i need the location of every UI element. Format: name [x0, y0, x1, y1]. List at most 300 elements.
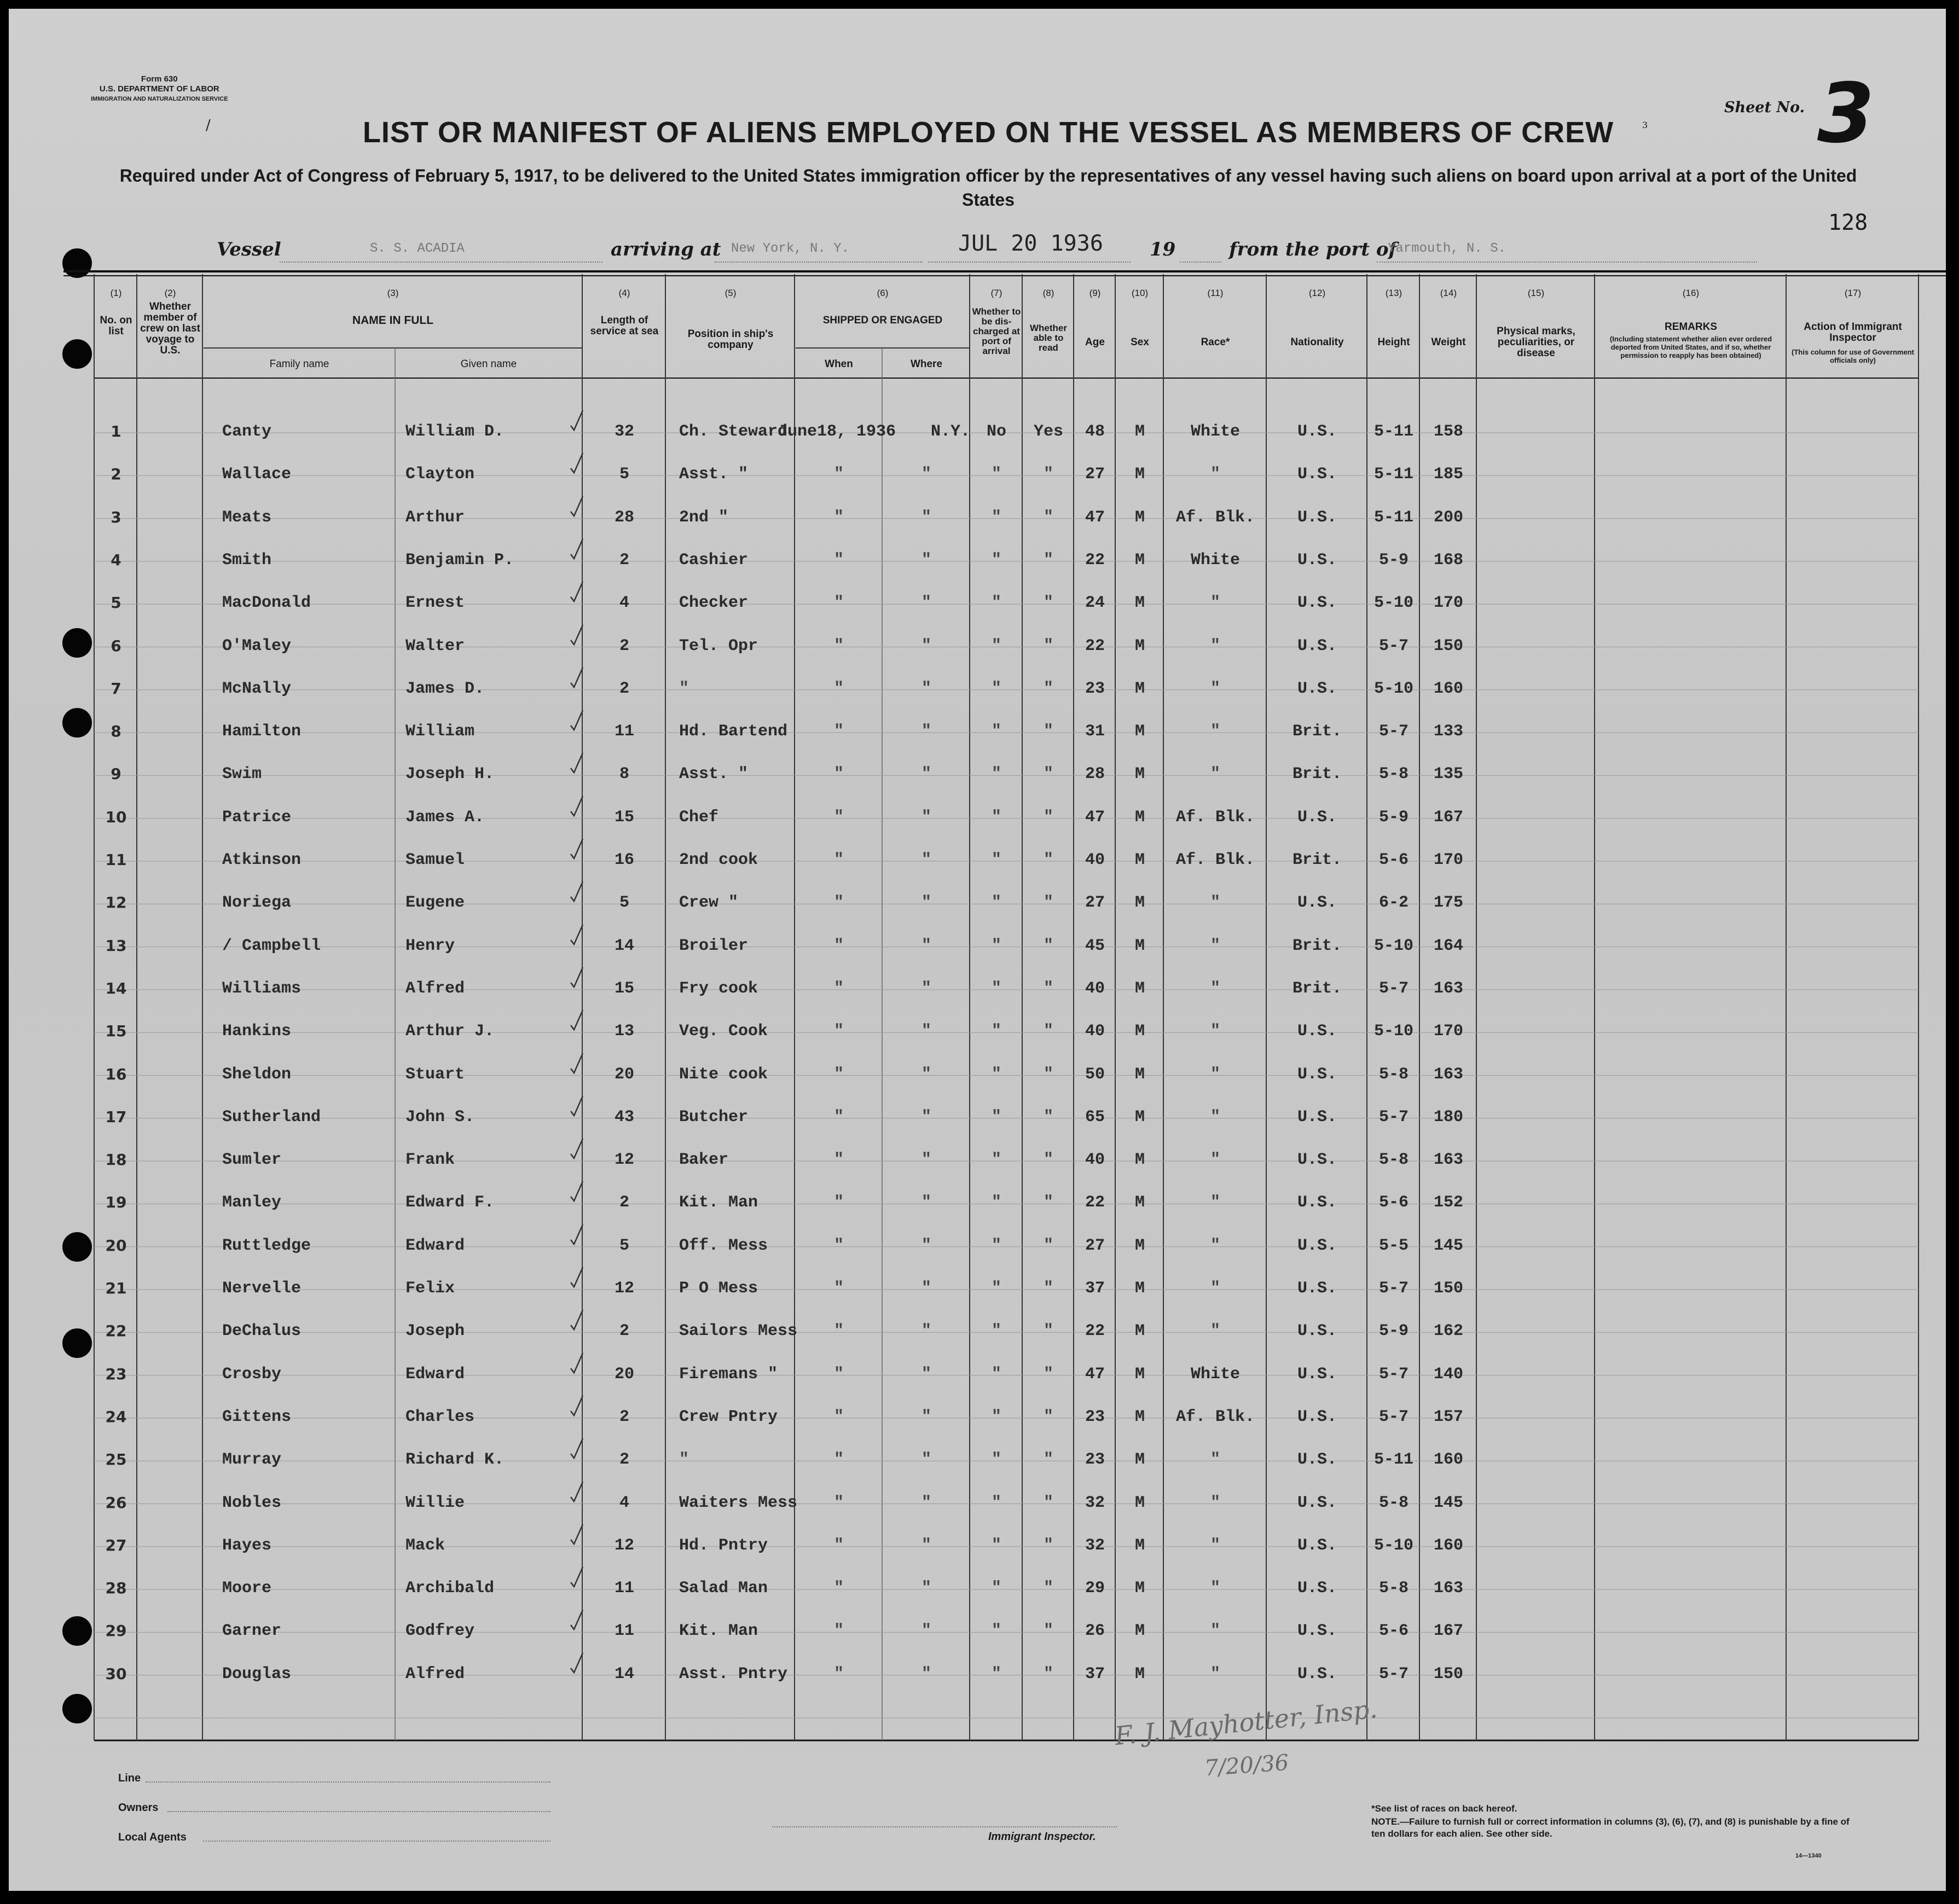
check-mark-icon	[570, 1652, 584, 1675]
service-length: 2	[619, 1322, 629, 1341]
sex: M	[1134, 1065, 1145, 1084]
header-position: Position in ship's company	[687, 328, 774, 351]
height: 5-10	[1373, 679, 1413, 698]
weight: 145	[1433, 1493, 1463, 1512]
service-length: 2	[619, 679, 629, 698]
height: 5-7	[1378, 636, 1409, 655]
family-name: Gittens	[222, 1407, 292, 1426]
height: 5-11	[1373, 508, 1413, 527]
discharged: "	[991, 550, 1001, 570]
check-mark-icon	[570, 495, 584, 518]
nationality: U.S.	[1297, 1450, 1337, 1470]
family-name: Crosby	[222, 1365, 282, 1384]
position: Sailors Mess	[679, 1322, 798, 1341]
age: 37	[1085, 1664, 1105, 1684]
discharged: "	[991, 1450, 1001, 1470]
sex: M	[1134, 1493, 1145, 1512]
given-name: Benjamin P.	[405, 550, 514, 570]
sex: M	[1134, 808, 1145, 827]
given-name: Joseph	[405, 1322, 465, 1341]
family-name: Murray	[222, 1450, 282, 1470]
header-where: Where	[910, 358, 943, 370]
weight: 163	[1433, 1065, 1463, 1084]
check-mark-icon	[570, 880, 584, 903]
service-length: 5	[619, 893, 629, 913]
race: "	[1210, 1536, 1220, 1555]
check-mark-icon	[570, 924, 584, 947]
height: 5-7	[1378, 1107, 1409, 1127]
position: 2nd cook	[679, 851, 758, 869]
column-number: (4)	[618, 288, 630, 298]
shipped-where: "	[921, 1065, 931, 1084]
sex: M	[1134, 1365, 1145, 1384]
row-number: 23	[105, 1365, 127, 1383]
service-length: 15	[614, 979, 634, 998]
given-name: James A.	[405, 808, 485, 827]
age: 31	[1085, 722, 1105, 741]
check-mark-icon	[570, 1395, 584, 1418]
sex: M	[1134, 936, 1145, 955]
family-name: Sumler	[222, 1151, 282, 1170]
shipped-where: "	[921, 765, 931, 784]
weight: 160	[1433, 679, 1463, 698]
check-mark-icon	[570, 1052, 584, 1075]
height: 5-10	[1373, 936, 1413, 955]
given-name: Felix	[405, 1279, 455, 1298]
shipped-when: "	[833, 1622, 844, 1641]
age: 32	[1085, 1493, 1105, 1512]
age: 23	[1085, 1407, 1105, 1426]
position: Salad Man	[679, 1579, 768, 1598]
height: 5-8	[1378, 1579, 1409, 1598]
given-name: Arthur J.	[405, 1022, 495, 1041]
family-name: Ruttledge	[222, 1236, 311, 1255]
sex: M	[1134, 465, 1145, 484]
age: 22	[1085, 636, 1105, 655]
check-mark-icon	[570, 1009, 584, 1032]
page-title: LIST OR MANIFEST OF ALIENS EMPLOYED ON THE VESSEL AS MEMBERS OF CREW	[362, 116, 1614, 149]
shipped-where: "	[921, 851, 931, 869]
discharged: "	[991, 1493, 1001, 1512]
service-length: 2	[619, 1407, 629, 1426]
column-number: (15)	[1527, 288, 1545, 298]
given-name: William D.	[405, 422, 505, 441]
signature-date: 7/20/36	[1203, 1750, 1290, 1781]
family-name: Canty	[222, 422, 272, 441]
given-name: Willie	[405, 1493, 465, 1512]
height: 6-2	[1378, 893, 1409, 913]
height: 5-7	[1378, 722, 1409, 741]
print-code: 14—1340	[1795, 1853, 1822, 1859]
able-to-read: "	[1043, 1536, 1053, 1555]
able-to-read: "	[1043, 1151, 1053, 1170]
given-name: Stuart	[405, 1065, 465, 1084]
weight: 133	[1433, 722, 1463, 741]
given-name: Arthur	[405, 508, 465, 527]
able-to-read: "	[1043, 1065, 1053, 1084]
shipped-where: "	[921, 1236, 931, 1255]
shipped-where: "	[921, 1022, 931, 1041]
row-number: 7	[111, 679, 121, 698]
nationality: U.S.	[1297, 1622, 1337, 1641]
weight: 160	[1433, 1536, 1463, 1555]
shipped-when: "	[833, 851, 844, 869]
position: "	[679, 679, 689, 698]
year-label: 19	[1150, 239, 1176, 260]
service-length: 11	[614, 722, 634, 741]
age: 50	[1085, 1065, 1105, 1084]
discharged: "	[991, 1536, 1001, 1555]
shipped-where: "	[921, 508, 931, 527]
family-name: Atkinson	[222, 851, 302, 869]
inspector-signature: F. J. Mayhotter, Insp.	[1113, 1693, 1379, 1751]
header-length-of-service: Length of service at sea	[590, 315, 659, 337]
weight: 135	[1433, 765, 1463, 784]
height: 5-10	[1373, 1536, 1413, 1555]
given-name: Edward F.	[405, 1193, 495, 1212]
height: 5-9	[1378, 550, 1409, 570]
nationality: U.S.	[1297, 422, 1337, 441]
sex: M	[1134, 1579, 1145, 1598]
column-number: (16)	[1682, 288, 1700, 298]
position: Baker	[679, 1151, 729, 1170]
header-height: Height	[1377, 336, 1410, 348]
discharged: "	[991, 1579, 1001, 1598]
able-to-read: "	[1043, 636, 1053, 655]
shipped-when: "	[833, 508, 844, 527]
age: 26	[1085, 1622, 1105, 1641]
shipped-where: "	[921, 1664, 931, 1684]
able-to-read: "	[1043, 550, 1053, 570]
row-number: 19	[105, 1193, 127, 1212]
discharged: "	[991, 1622, 1001, 1641]
weight: 180	[1433, 1107, 1463, 1127]
height: 5-10	[1373, 1022, 1413, 1041]
shipped-where: "	[921, 465, 931, 484]
given-name: Mack	[405, 1536, 445, 1555]
sex: M	[1134, 1279, 1145, 1298]
weight: 163	[1433, 979, 1463, 998]
race: "	[1210, 465, 1220, 484]
row-number: 13	[105, 936, 127, 955]
nationality: U.S.	[1297, 808, 1337, 827]
sex: M	[1134, 1236, 1145, 1255]
row-number: 16	[105, 1065, 127, 1083]
check-mark-icon	[570, 581, 584, 603]
service-length: 12	[614, 1151, 634, 1170]
family-name: Patrice	[222, 808, 292, 827]
header-race: Race*	[1201, 336, 1230, 348]
sex: M	[1134, 1407, 1145, 1426]
weight: 163	[1433, 1151, 1463, 1170]
nationality: U.S.	[1297, 550, 1337, 570]
given-name: Godfrey	[405, 1622, 475, 1641]
column-number: (11)	[1207, 288, 1224, 298]
service-length: 8	[619, 765, 629, 784]
weight: 157	[1433, 1407, 1463, 1426]
race: "	[1210, 765, 1220, 784]
nationality: Brit.	[1292, 851, 1342, 869]
position: Butcher	[679, 1107, 749, 1127]
age: 32	[1085, 1536, 1105, 1555]
shipped-where: "	[921, 1536, 931, 1555]
height: 5-6	[1378, 1622, 1409, 1641]
discharged: "	[991, 1407, 1001, 1426]
position: Crew Pntry	[679, 1407, 778, 1426]
check-mark-icon	[570, 1609, 584, 1632]
sex: M	[1134, 550, 1145, 570]
weight: 150	[1433, 636, 1463, 655]
service-length: 2	[619, 636, 629, 655]
able-to-read: "	[1043, 508, 1053, 527]
age: 24	[1085, 594, 1105, 613]
shipped-where: "	[921, 1493, 931, 1512]
service-length: 11	[614, 1622, 634, 1641]
discharged: "	[991, 1151, 1001, 1170]
check-mark-icon	[570, 666, 584, 689]
row-number: 24	[105, 1407, 127, 1426]
race: "	[1210, 636, 1220, 655]
race: "	[1210, 979, 1220, 998]
service-length: 28	[614, 508, 634, 527]
able-to-read: "	[1043, 1622, 1053, 1641]
position: Asst. "	[679, 465, 749, 484]
form-number: Form 630	[141, 74, 178, 84]
service-length: 5	[619, 465, 629, 484]
given-name: Frank	[405, 1151, 455, 1170]
nationality: U.S.	[1297, 1022, 1337, 1041]
nationality: U.S.	[1297, 508, 1337, 527]
height: 5-11	[1373, 465, 1413, 484]
age: 47	[1085, 508, 1105, 527]
sex: M	[1134, 1193, 1145, 1212]
position: Asst. "	[679, 765, 749, 784]
position: Off. Mess	[679, 1236, 768, 1255]
page-number: 128	[1828, 210, 1868, 235]
race: "	[1210, 1193, 1220, 1212]
header-inspector-action: Action of Immigrant Inspector	[1804, 321, 1902, 344]
service-length: 14	[614, 936, 634, 955]
service-length: 12	[614, 1279, 634, 1298]
height: 5-5	[1378, 1236, 1409, 1255]
given-name: Walter	[405, 636, 465, 655]
height: 5-10	[1373, 594, 1413, 613]
weight: 170	[1433, 851, 1463, 869]
service-length: 20	[614, 1365, 634, 1384]
shipped-when: "	[833, 1279, 844, 1298]
position: Cashier	[679, 550, 749, 570]
shipped-when: "	[833, 465, 844, 484]
column-number: (6)	[877, 288, 889, 298]
row-number: 28	[105, 1579, 127, 1598]
shipped-where: N.Y.	[931, 422, 971, 441]
height: 5-8	[1378, 1151, 1409, 1170]
age: 29	[1085, 1579, 1105, 1598]
race: "	[1210, 893, 1220, 913]
nationality: U.S.	[1297, 1107, 1337, 1127]
weight: 168	[1433, 550, 1463, 570]
position: Nite cook	[679, 1065, 768, 1084]
row-number: 6	[111, 636, 121, 655]
nationality: U.S.	[1297, 1322, 1337, 1341]
service-name: IMMIGRATION AND NATURALIZATION SERVICE	[91, 96, 228, 102]
family-name: Manley	[222, 1193, 282, 1212]
sex: M	[1134, 1107, 1145, 1127]
row-number: 9	[111, 765, 121, 783]
line-label: Line	[118, 1772, 141, 1784]
nationality: U.S.	[1297, 679, 1337, 698]
shipped-where: "	[921, 722, 931, 741]
family-name: / Campbell	[222, 936, 321, 955]
height: 5-11	[1373, 422, 1413, 441]
sex: M	[1134, 979, 1145, 998]
nationality: U.S.	[1297, 1065, 1337, 1084]
sex: M	[1134, 765, 1145, 784]
row-number: 15	[105, 1022, 127, 1041]
age: 40	[1085, 1022, 1105, 1041]
height: 5-8	[1378, 765, 1409, 784]
race: "	[1210, 1622, 1220, 1641]
given-name: Samuel	[405, 851, 465, 869]
check-mark-icon	[570, 1437, 584, 1460]
age: 22	[1085, 550, 1105, 570]
position: Crew "	[679, 893, 739, 913]
position: Waiters Mess	[679, 1493, 798, 1512]
discharged: "	[991, 1664, 1001, 1684]
weight: 185	[1433, 465, 1463, 484]
column-number: (13)	[1385, 288, 1402, 298]
inspector-label: Immigrant Inspector.	[988, 1831, 1096, 1843]
service-length: 12	[614, 1536, 634, 1555]
header-family-name: Family name	[269, 358, 329, 370]
nationality: U.S.	[1297, 1407, 1337, 1426]
family-name: Moore	[222, 1579, 272, 1598]
able-to-read: "	[1043, 893, 1053, 913]
discharged: No	[986, 422, 1006, 441]
race: "	[1210, 1664, 1220, 1684]
able-to-read: "	[1043, 594, 1053, 613]
service-length: 5	[619, 1236, 629, 1255]
weight: 170	[1433, 1022, 1463, 1041]
department-name: U.S. DEPARTMENT OF LABOR	[99, 84, 219, 94]
row-number: 11	[105, 851, 127, 869]
discharged: "	[991, 1236, 1001, 1255]
nationality: Brit.	[1292, 979, 1342, 998]
race: "	[1210, 1579, 1220, 1598]
check-mark-icon	[570, 838, 584, 861]
age: 27	[1085, 465, 1105, 484]
sex: M	[1134, 679, 1145, 698]
able-to-read: "	[1043, 1022, 1053, 1041]
height: 5-7	[1378, 1664, 1409, 1684]
able-to-read: "	[1043, 1322, 1053, 1341]
weight: 145	[1433, 1236, 1463, 1255]
age: 40	[1085, 979, 1105, 998]
page-subtitle: Required under Act of Congress of February 5, 1917, to be delivered to the United States immigration officer by the representatives of any vessel having such aliens on board upon arrival at a port of the United States	[119, 166, 1857, 210]
family-name: Noriega	[222, 893, 292, 913]
column-number: (1)	[110, 288, 122, 298]
shipped-when: "	[833, 893, 844, 913]
check-mark-icon	[570, 1523, 584, 1546]
column-number: (8)	[1042, 288, 1054, 298]
weight: 150	[1433, 1664, 1463, 1684]
shipped-when: "	[833, 1493, 844, 1512]
position: P O Mess	[679, 1279, 758, 1298]
service-length: 2	[619, 550, 629, 570]
sheet-number-value: 3	[1817, 66, 1875, 161]
age: 22	[1085, 1322, 1105, 1341]
discharged: "	[991, 594, 1001, 613]
nationality: U.S.	[1297, 1365, 1337, 1384]
row-number: 5	[111, 594, 121, 612]
discharged: "	[991, 636, 1001, 655]
shipped-where: "	[921, 550, 931, 570]
discharged: "	[991, 1193, 1001, 1212]
manifest-sheet	[9, 9, 1946, 1891]
vessel-name: S. S. ACADIA	[370, 241, 465, 256]
check-mark-icon	[570, 1566, 584, 1589]
from-port-label: from the port of	[1229, 239, 1397, 260]
column-number: (17)	[1844, 288, 1862, 298]
family-name: Nobles	[222, 1493, 282, 1512]
given-name: Henry	[405, 936, 455, 955]
position: Broiler	[679, 936, 749, 955]
height: 5-8	[1378, 1493, 1409, 1512]
nationality: U.S.	[1297, 1193, 1337, 1212]
given-name: Edward	[405, 1365, 465, 1384]
age: 45	[1085, 936, 1105, 955]
weight: 140	[1433, 1365, 1463, 1384]
shipped-when: "	[833, 1193, 844, 1212]
family-name: O'Maley	[222, 636, 292, 655]
able-to-read: "	[1043, 722, 1053, 741]
sex: M	[1134, 508, 1145, 527]
height: 5-9	[1378, 808, 1409, 827]
age: 28	[1085, 765, 1105, 784]
shipped-when: "	[833, 1365, 844, 1384]
row-number: 30	[105, 1664, 127, 1683]
race: "	[1210, 936, 1220, 955]
check-mark-icon	[570, 1309, 584, 1332]
check-mark-icon	[570, 709, 584, 732]
position: Veg. Cook	[679, 1022, 768, 1041]
able-to-read: "	[1043, 1579, 1053, 1598]
position: Hd. Bartend	[679, 722, 788, 741]
given-name: Charles	[405, 1407, 475, 1426]
able-to-read: "	[1043, 765, 1053, 784]
arriving-label: arriving at	[611, 239, 721, 260]
sex: M	[1134, 851, 1145, 869]
discharged: "	[991, 765, 1001, 784]
family-name: Wallace	[222, 465, 292, 484]
family-name: DeChalus	[222, 1322, 302, 1341]
able-to-read: "	[1043, 936, 1053, 955]
weight: 152	[1433, 1193, 1463, 1212]
header-able-to-read: Whether able to read	[1030, 323, 1067, 353]
race: Af. Blk.	[1175, 1407, 1255, 1426]
column-number: (7)	[990, 288, 1002, 298]
service-length: 4	[619, 1493, 629, 1512]
family-name: Douglas	[222, 1664, 292, 1684]
arriving-port: New York, N. Y.	[731, 241, 850, 256]
height: 5-8	[1378, 1065, 1409, 1084]
position: Tel. Opr	[679, 636, 758, 655]
age: 27	[1085, 1236, 1105, 1255]
column-number: (2)	[164, 288, 176, 298]
shipped-where: "	[921, 594, 931, 613]
position: Asst. Pntry	[679, 1664, 788, 1684]
discharged: "	[991, 808, 1001, 827]
